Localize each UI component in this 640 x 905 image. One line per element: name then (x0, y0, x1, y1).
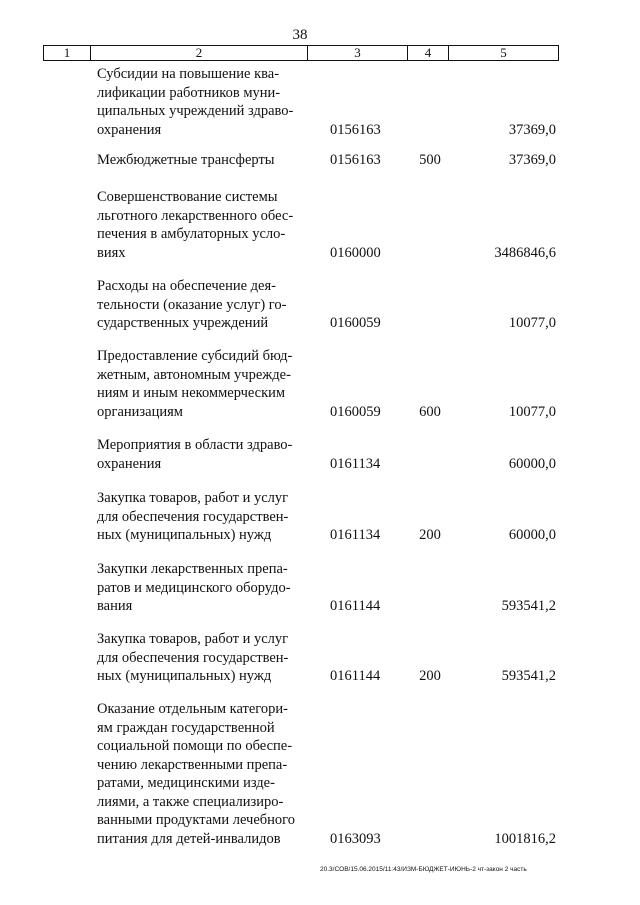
row-description-line: Закупки лекарственных препа- (97, 561, 288, 577)
row-description-line: ципальных учреждений здраво- (97, 103, 294, 119)
row-amount: 593541,2 (501, 668, 556, 684)
row-description-line: Субсидии на повышение ква- (97, 66, 280, 82)
row-description-line: Оказание отдельным категори- (97, 701, 288, 717)
row-description (97, 436, 305, 473)
row-description (97, 347, 305, 421)
row-description-line: Мероприятия в области здраво- (97, 437, 293, 453)
row-description (97, 277, 305, 333)
row-code: 0160059 (330, 403, 381, 420)
row-expense-type: 600 (419, 403, 441, 420)
row-amount: 10077,0 (508, 315, 556, 331)
row-amount: 3486846,6 (494, 244, 556, 261)
row-description-line: охранения (97, 455, 162, 472)
row-amount: 37369,0 (508, 152, 556, 168)
row-description (97, 700, 305, 848)
row-description-line: социальной помощи по обеспе- (97, 738, 293, 754)
row-description-line: Предоставление субсидий бюд- (97, 348, 293, 364)
row-description-line: сударственных учреждений (97, 315, 269, 331)
column-header-5: 5 (449, 46, 559, 61)
row-description (97, 151, 305, 170)
row-code: 0161134 (330, 455, 381, 472)
footer-document-id: 20.3/COB/15.06.2015/11:43/ИЗМ-БЮДЖЕТ-ИЮНЬ-2 чт-закон 2 часть (320, 866, 527, 873)
row-description-line: питания для детей-инвалидов (97, 830, 281, 847)
row-description-line: жетным, автономным учрежде- (97, 366, 291, 383)
row-description-line: охранения (97, 121, 162, 138)
row-code: 0156163 (330, 121, 381, 138)
row-amount: 60000,0 (508, 527, 556, 543)
row-amount: 593541,2 (501, 598, 556, 614)
row-description-line: ям граждан государственной (97, 719, 275, 736)
row-expense-type: 200 (419, 527, 441, 543)
row-description-line: ных (муниципальных) нужд (97, 668, 272, 684)
row-description-line: ратов и медицинского оборудо- (97, 579, 291, 596)
row-code: 0163093 (330, 830, 381, 847)
row-description-line: Закупка товаров, работ и услуг (97, 631, 289, 647)
row-description-line: Закупка товаров, работ и услуг (97, 490, 289, 506)
row-description-line: Расходы на обеспечение дея- (97, 278, 276, 294)
row-description-line: Межбюджетные трансферты (97, 152, 275, 168)
column-header-1: 1 (44, 46, 91, 61)
row-description-line: вания (97, 598, 133, 614)
row-description (97, 489, 305, 545)
row-code: 0160000 (330, 244, 381, 261)
row-description-line: для обеспечения государствен- (97, 649, 289, 666)
row-description-line: ных (муниципальных) нужд (97, 527, 272, 543)
row-description (97, 188, 305, 262)
row-description-line: лификации работников муни- (97, 84, 281, 101)
row-description-line: ванными продуктами лечебного (97, 812, 296, 828)
row-code: 0156163 (330, 152, 381, 168)
page-number: 38 (292, 27, 308, 43)
column-header-3: 3 (308, 46, 408, 61)
row-amount: 37369,0 (508, 121, 556, 138)
column-header-4: 4 (408, 46, 449, 61)
row-description-line: льготного лекарственного обес- (97, 207, 294, 224)
row-amount: 10077,0 (508, 403, 556, 420)
row-description (97, 630, 305, 686)
column-header-2: 2 (91, 46, 308, 61)
row-description-line: организациям (97, 403, 183, 420)
row-description-line: печения в амбулаторных усло- (97, 226, 286, 242)
column-header-table (43, 45, 559, 61)
row-description-line: ниям и иным некоммерческим (97, 385, 286, 401)
row-description-line: тельности (оказание услуг) го- (97, 296, 287, 313)
row-description-line: ратами, медицинскими изде- (97, 775, 275, 791)
row-description (97, 65, 305, 139)
row-code: 0161144 (330, 668, 381, 684)
row-description (97, 560, 305, 616)
row-amount: 1001816,2 (494, 830, 556, 847)
row-expense-type: 500 (419, 152, 441, 168)
row-code: 0161134 (330, 527, 381, 543)
row-description-line: виях (97, 244, 126, 261)
row-expense-type: 200 (419, 668, 441, 684)
row-amount: 60000,0 (508, 455, 556, 472)
row-description-line: для обеспечения государствен- (97, 508, 289, 525)
row-description-line: Совершенствование системы (97, 189, 278, 205)
row-description-line: чению лекарственными препа- (97, 756, 288, 773)
row-description-line: лиями, а также специализиро- (97, 793, 284, 810)
row-code: 0160059 (330, 315, 381, 331)
row-code: 0161144 (330, 598, 381, 614)
